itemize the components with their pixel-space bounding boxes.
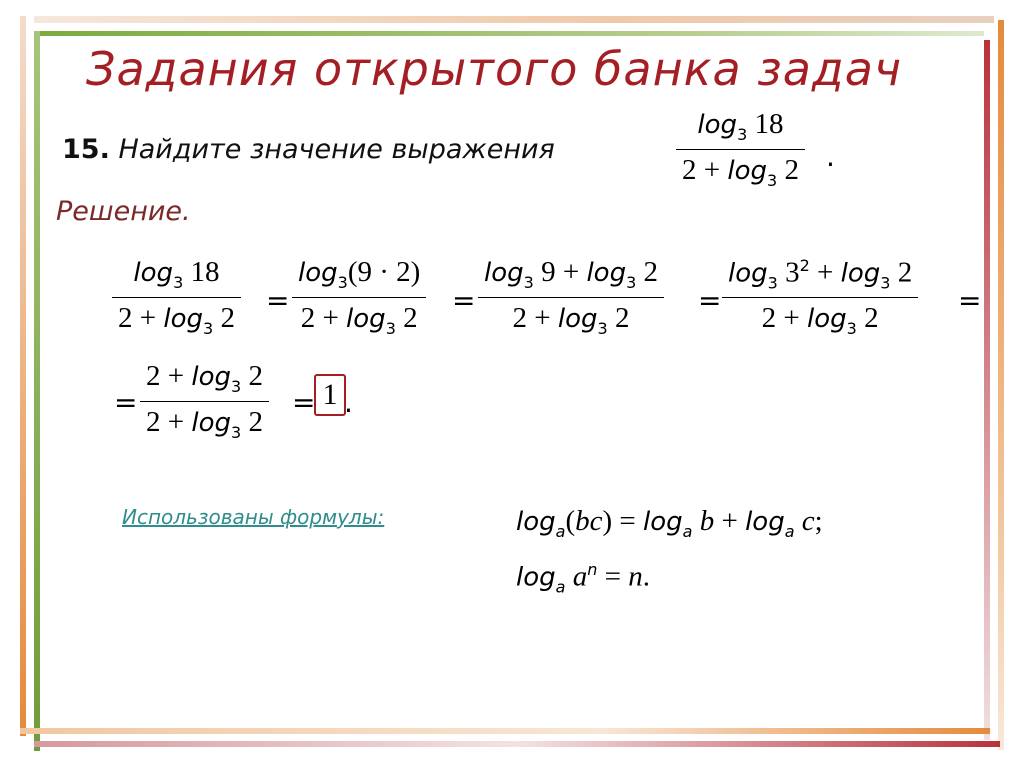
answer-box: 1 bbox=[314, 374, 346, 416]
equals-sign: = bbox=[266, 284, 290, 317]
solution-label: Решение. bbox=[56, 196, 191, 227]
page-title: Задания открытого банка задач bbox=[86, 42, 903, 96]
frame-bar-top-green bbox=[34, 31, 984, 36]
step-fraction-5: $2 + \log_3 2$ $2 + \log_3 2$ bbox=[140, 362, 269, 441]
task-number: 15. bbox=[62, 134, 110, 165]
task-text: Найдите значение выражения bbox=[118, 134, 555, 165]
task-period: . bbox=[826, 140, 835, 173]
formulas-label[interactable]: Использованы формулы: bbox=[122, 505, 385, 529]
step-fraction-4: $\log_3 3^2 + \log_3 2$ $2 + \log_3 2$ bbox=[722, 258, 918, 337]
step-fraction-3: $\log_3 9 + \log_3 2$ $2 + \log_3 2$ bbox=[478, 258, 664, 337]
task-expression: $\log_3 18$ $2 + \log_3 2$ bbox=[676, 110, 805, 189]
task-statement bbox=[62, 134, 555, 165]
answer-period: . bbox=[344, 386, 353, 419]
equals-sign: = bbox=[958, 284, 982, 317]
step-fraction-2: $\log_3(9 \cdot 2)$ $2 + \log_3 2$ bbox=[292, 258, 426, 337]
step-fraction-1: $\log_3 18$ $2 + \log_3 2$ bbox=[112, 258, 241, 337]
frame-bar-right-red bbox=[984, 40, 990, 740]
formula-log-power: $\log_a a^n = n$. bbox=[516, 560, 650, 597]
equals-sign: = bbox=[114, 386, 138, 419]
equals-sign: = bbox=[698, 284, 722, 317]
frame-bar-left-green bbox=[34, 31, 40, 751]
frame-bar-right-orange bbox=[998, 20, 1004, 750]
frame-bar-left-orange bbox=[20, 16, 26, 736]
formula-log-product: $\log_a(bc) = \log_a b + \log_a c$; bbox=[516, 505, 823, 541]
equals-sign: = bbox=[452, 284, 476, 317]
frame-bar-top bbox=[34, 16, 994, 23]
equals-sign: = bbox=[292, 386, 316, 419]
frame-bar-bottom-orange bbox=[20, 728, 990, 734]
frame-bar-bottom-red bbox=[34, 741, 1000, 747]
